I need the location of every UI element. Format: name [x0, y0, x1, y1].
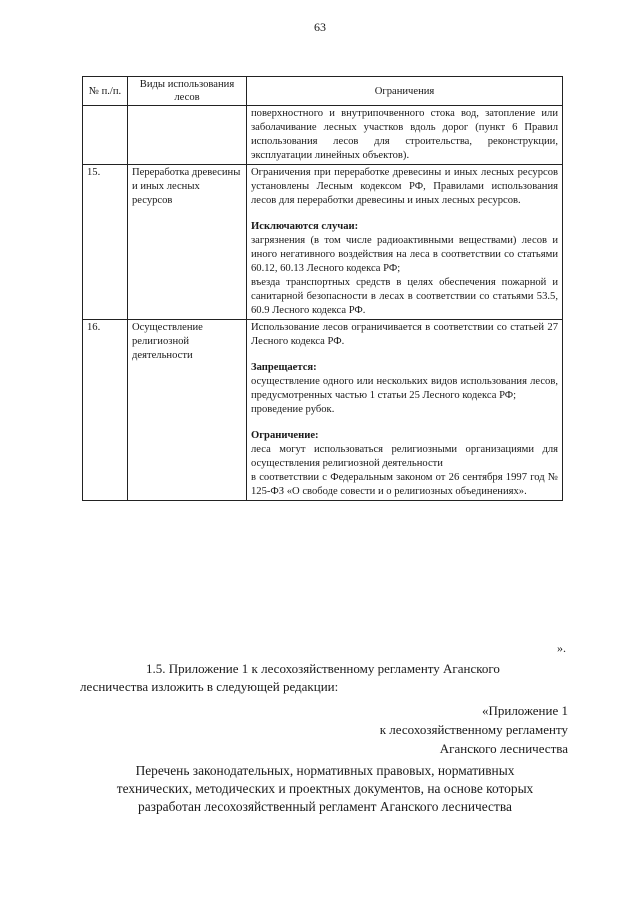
header-restrictions: Ограничения [247, 77, 563, 106]
row15-num: 15. [83, 165, 128, 320]
row16-prohibited-title: Запрещается: [251, 362, 317, 373]
row16-restriction-2: в соответствии с Федеральным законом от 26 сентября 1997 год № 125-ФЗ «О свободе совести и о религиозных объединениях». [251, 472, 558, 497]
row15-excluded-title: Исключаются случаи: [251, 221, 359, 232]
row16-num: 16. [83, 320, 128, 501]
row15-excluded-1: загрязнения (в том числе радиоактивными веществами) лесов и иного негативного воздействия на леса в соответствии со статьями 60.12, 60.13 Лесного кодекса РФ; [251, 235, 558, 274]
table-row-15 [83, 165, 563, 320]
table-header-row [83, 77, 563, 106]
row16-restriction-title: Ограничение: [251, 430, 319, 441]
page-number: 63 [314, 20, 326, 34]
paragraph-line-2: лесничества изложить в следующей редакции: [80, 679, 339, 694]
row16-prohibited-1: осуществление одного или нескольких видов использования лесов, предусмотренных частью 1 статьи 25 Лесного кодекса РФ; [251, 376, 558, 401]
cell-empty-num [83, 106, 128, 165]
title-line-1: Перечень законодательных, нормативных правовых, нормативных [135, 763, 515, 778]
row16-prohibited-2: проведение рубок. [251, 404, 335, 415]
header-type: Виды использования лесов [128, 77, 247, 106]
row16-intro: Использование лесов ограничивается в соответствии со статьей 27 Лесного кодекса РФ. [251, 322, 558, 347]
closing-quote: ». [557, 641, 566, 655]
appendix-line-2: к лесохозяйственному регламенту [379, 722, 568, 737]
appendix-line-1: «Приложение 1 [481, 703, 568, 718]
title-line-3: разработан лесохозяйственный регламент Аганского лесничества [138, 799, 512, 814]
header-num: № п./п. [83, 77, 128, 106]
row16-restrictions [247, 320, 563, 501]
paragraph-line-1: 1.5. Приложение 1 к лесохозяйственному регламенту Аганского [146, 661, 500, 676]
cell-empty-type [128, 106, 247, 165]
row15-type: Переработка древесины и иных лесных ресурсов [128, 165, 247, 320]
row15-intro: Ограничения при переработке древесины и иных лесных ресурсов установлены Лесным кодексом РФ, Правилами использования лесов для переработки древесины и иных лесных ресурсов. [251, 167, 558, 206]
continuation-text: поверхностного и внутрипочвенного стока вод, затопление или заболачивание лесных участков вдоль дорог (пункт 6 Правил использования лесов для строительства, реконструкции, эксплуатации линейных объектов). [247, 106, 563, 165]
table-row-16 [83, 320, 563, 501]
row15-excluded-2: въезда транспортных средств в целях обеспечения пожарной и санитарной безопасности в лесах в соответствии со статьями 53.5, 60.9 Лесного кодекса РФ. [251, 277, 558, 316]
row16-restriction-1: леса могут использоваться религиозными организациями для осуществления религиозной деятельности [251, 444, 558, 469]
table-row-continuation [83, 106, 563, 165]
title-line-2: технических, методических и проектных документов, на основе которых [116, 781, 534, 796]
document-list-title [60, 762, 590, 816]
appendix-line-3: Аганского лесничества [439, 741, 568, 756]
restrictions-table [82, 76, 563, 501]
row16-type: Осуществление религиозной деятельности [128, 320, 247, 501]
row15-restrictions [247, 165, 563, 320]
